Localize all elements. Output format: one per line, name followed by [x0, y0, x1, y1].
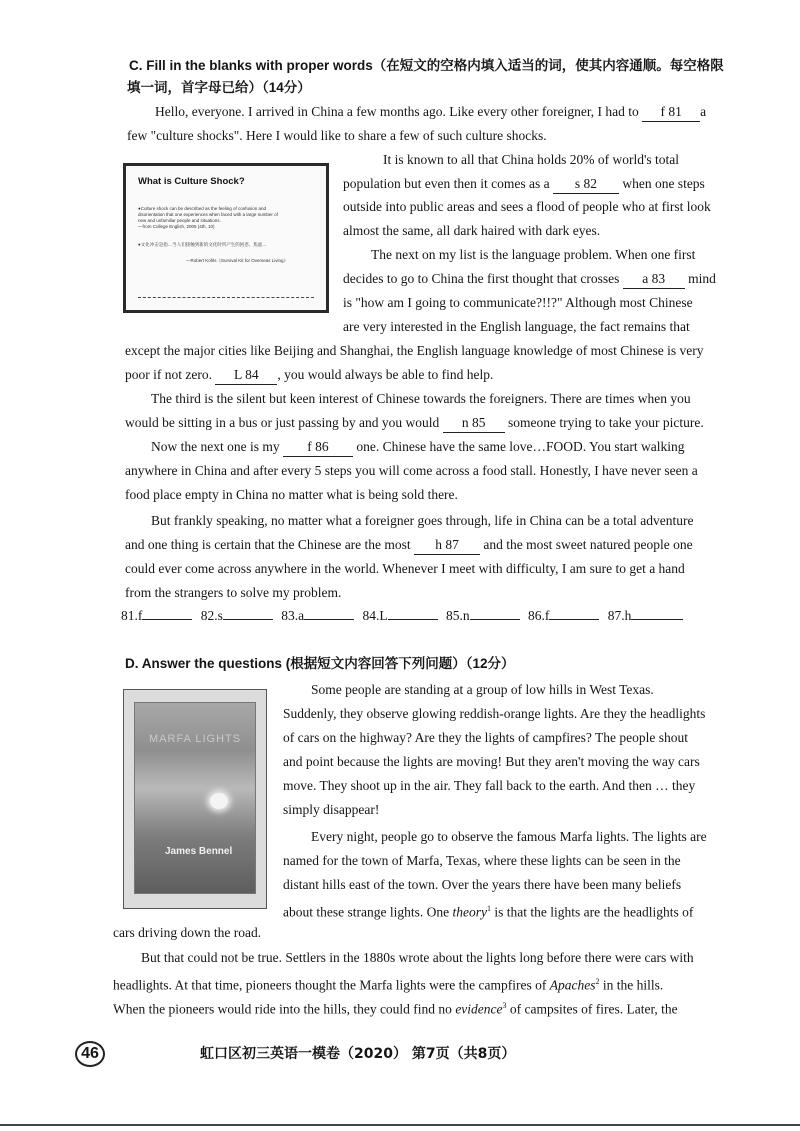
- d-p3-line3: [113, 997, 678, 1019]
- d-p2-line5: cars driving down the road.: [113, 925, 262, 940]
- bottom-rule: [0, 1124, 800, 1126]
- d-p1-line5: move. They shoot up in the air. They fall back to the earth. And then … they: [283, 778, 696, 793]
- culture-shock-image: [123, 163, 329, 313]
- text: Hello, everyone. I arrived in China a few months ago. Like every other foreigner, I had to: [155, 104, 639, 119]
- c-p5-line3: food place empty in China no matter what is being sold there.: [125, 487, 458, 502]
- c-p1-line1: [155, 103, 706, 122]
- answer-row: [121, 607, 683, 625]
- text: about these strange lights. One: [283, 904, 450, 920]
- d-p1-line1: Some people are standing at a group of low hills in West Texas.: [311, 682, 654, 697]
- text: when one steps: [622, 176, 705, 191]
- d-p2-line1: Every night, people go to observe the famous Marfa lights. The lights are: [311, 829, 707, 844]
- term-apaches: Apaches: [549, 977, 596, 993]
- c-p2-line3: outside into public areas and sees a flood of people who at first look: [343, 199, 711, 214]
- blank-85[interactable]: n 85: [443, 414, 505, 433]
- answer-field-83[interactable]: [304, 619, 354, 620]
- cover-art: [134, 702, 256, 894]
- c-p6-line4: from the strangers to solve my problem.: [125, 585, 342, 600]
- c-p3-line6: [125, 366, 493, 385]
- term-theory: theory: [452, 904, 487, 920]
- d-p1-line6: simply disappear!: [283, 802, 380, 817]
- text: a: [700, 104, 707, 119]
- c-p5-line2: anywhere in China and after every 5 steps you will come across a food stall. Honestly, I have never seen a: [125, 463, 698, 478]
- page-footer: 虹口区初三英语一模卷（2020） 第7页（共8页）: [200, 1046, 516, 1062]
- footnote-marker: 1: [486, 904, 491, 913]
- text: headlights. At that time, pioneers thought the Marfa lights were the campfires of: [113, 977, 547, 993]
- answer-label-82: 82.s: [200, 608, 223, 623]
- section-c-title-line1: C. Fill in the blanks with proper words（在短文的空格内填入适当的词，使其内容通顺。每空格限: [129, 58, 724, 73]
- blank-81[interactable]: f 81: [642, 103, 700, 122]
- answer-field-85[interactable]: [470, 619, 520, 620]
- blank-87[interactable]: h 87: [414, 536, 480, 555]
- answer-label-85: 85.n: [446, 608, 470, 623]
- text: population but even then it comes as a: [343, 176, 550, 191]
- text: someone trying to take your picture.: [508, 415, 704, 430]
- answer-label-81: 81.f: [121, 608, 143, 623]
- c-p5-line1: [151, 438, 684, 457]
- blank-82[interactable]: s 82: [553, 175, 619, 194]
- answer-field-86[interactable]: [549, 619, 599, 620]
- section-c-title-line2: 填一词，首字母已给）（14分）: [127, 80, 311, 95]
- d-p2-line3: distant hills east of the town. Over the years there have been many beliefs: [283, 877, 682, 892]
- box-text: —from College English, 2005 (4th, 10): [138, 224, 215, 229]
- answer-field-82[interactable]: [223, 619, 273, 620]
- blank-86[interactable]: f 86: [283, 438, 353, 457]
- d-p2-line2: named for the town of Marfa, Texas, where these lights can be seen in the: [283, 853, 681, 868]
- footnote-marker: 3: [502, 1001, 507, 1010]
- answer-label-86: 86.f: [528, 608, 550, 623]
- c-p3-line1: The next on my list is the language problem. When one first: [371, 247, 696, 262]
- footnote-marker: 2: [595, 977, 600, 986]
- answer-field-81[interactable]: [142, 619, 192, 620]
- text: Now the next one is my: [151, 439, 280, 454]
- c-p6-line1: But frankly speaking, no matter what a foreigner goes through, life in China can be a total adventure: [151, 513, 694, 528]
- page-number-badge: 46: [75, 1041, 105, 1067]
- d-p3-line2: [113, 973, 663, 995]
- text: one. Chinese have the same love…FOOD. You start walking: [356, 439, 685, 454]
- answer-label-83: 83.a: [281, 608, 305, 623]
- light-glow: [210, 793, 228, 809]
- text: in the hills.: [602, 977, 664, 993]
- c-p3-line2: [343, 270, 716, 289]
- divider: [138, 297, 314, 298]
- box-text: —Robert Kohls《Survival Kit for Overseas Living》: [186, 258, 289, 263]
- c-p3-line4: are very interested in the English language, the fact remains that: [343, 319, 690, 334]
- text: poor if not zero.: [125, 367, 212, 382]
- book-cover-image: [123, 689, 267, 909]
- c-p3-line5: except the major cities like Beijing and Shanghai, the English language knowledge of most Chinese is very: [125, 343, 704, 358]
- d-p1-line3: of cars on the highway? Are they the lights of campfires? The people shout: [283, 730, 689, 745]
- answer-field-84[interactable]: [388, 619, 438, 620]
- term-evidence: evidence: [455, 1001, 503, 1017]
- text: mind: [688, 271, 716, 286]
- c-p2-line1: It is known to all that China holds 20% of world's total: [383, 152, 680, 167]
- blank-83[interactable]: a 83: [623, 270, 685, 289]
- c-p2-line4: almost the same, all dark haired with dark eyes.: [343, 223, 601, 238]
- d-p1-line4: and point because the lights are moving! But they aren't moving the way cars: [283, 754, 700, 769]
- box-title: What is Culture Shock?: [138, 176, 245, 187]
- cover-title: MARFA LIGHTS: [149, 733, 242, 745]
- text: is that the lights are the headlights of: [494, 904, 694, 920]
- c-p4-line1: The third is the silent but keen interest of Chinese towards the foreigners. There are times when you: [151, 391, 691, 406]
- answer-label-84: 84.L: [362, 608, 388, 623]
- cover-author: James Bennel: [165, 846, 233, 857]
- box-text: new and unfamiliar people and situations.: [138, 218, 221, 223]
- text: of campsites of fires. Later, the: [509, 1001, 678, 1017]
- d-p2-line4: [283, 900, 693, 922]
- c-p2-line2: [343, 175, 705, 194]
- text: , you would always be able to find help.: [277, 367, 494, 382]
- c-p4-line2: [125, 414, 704, 433]
- section-d-title: D. Answer the questions (根据短文内容回答下列问题）（12分）: [125, 656, 515, 671]
- text: and the most sweet natured people one: [483, 537, 693, 552]
- box-text: disorientation that one experiences when faced with a large number of: [138, 212, 278, 217]
- blank-84[interactable]: L 84: [215, 366, 277, 385]
- d-p3-line1: But that could not be true. Settlers in the 1880s wrote about the lights long before there were cars with: [141, 950, 694, 965]
- text: would be sitting in a bus or just passing by and you would: [125, 415, 440, 430]
- box-text: ●文化冲击是指…当人们接触到新的文化时所产生的困惑、焦虑…: [138, 242, 267, 247]
- c-p6-line3: could ever come across anywhere in the world. Whenever I meet with difficulty, I am sure to get a hand: [125, 561, 685, 576]
- text: When the pioneers would ride into the hills, they could find no: [113, 1001, 452, 1017]
- text: decides to go to China the first thought that crosses: [343, 271, 620, 286]
- text: and one thing is certain that the Chinese are the most: [125, 537, 411, 552]
- box-text: ●Culture shock can be described as the feeling of confusion and: [138, 206, 267, 211]
- c-p3-line3: is "how am I going to communicate?!!?" Although most Chinese: [343, 295, 693, 310]
- answer-field-87[interactable]: [631, 619, 683, 620]
- answer-label-87: 87.h: [607, 608, 632, 623]
- d-p1-line2: Suddenly, they observe glowing reddish-orange lights. Are they the headlights: [283, 706, 706, 721]
- c-p1-line2: few "culture shocks". Here I would like to share a few of such culture shocks.: [127, 128, 547, 143]
- c-p6-line2: [125, 536, 693, 555]
